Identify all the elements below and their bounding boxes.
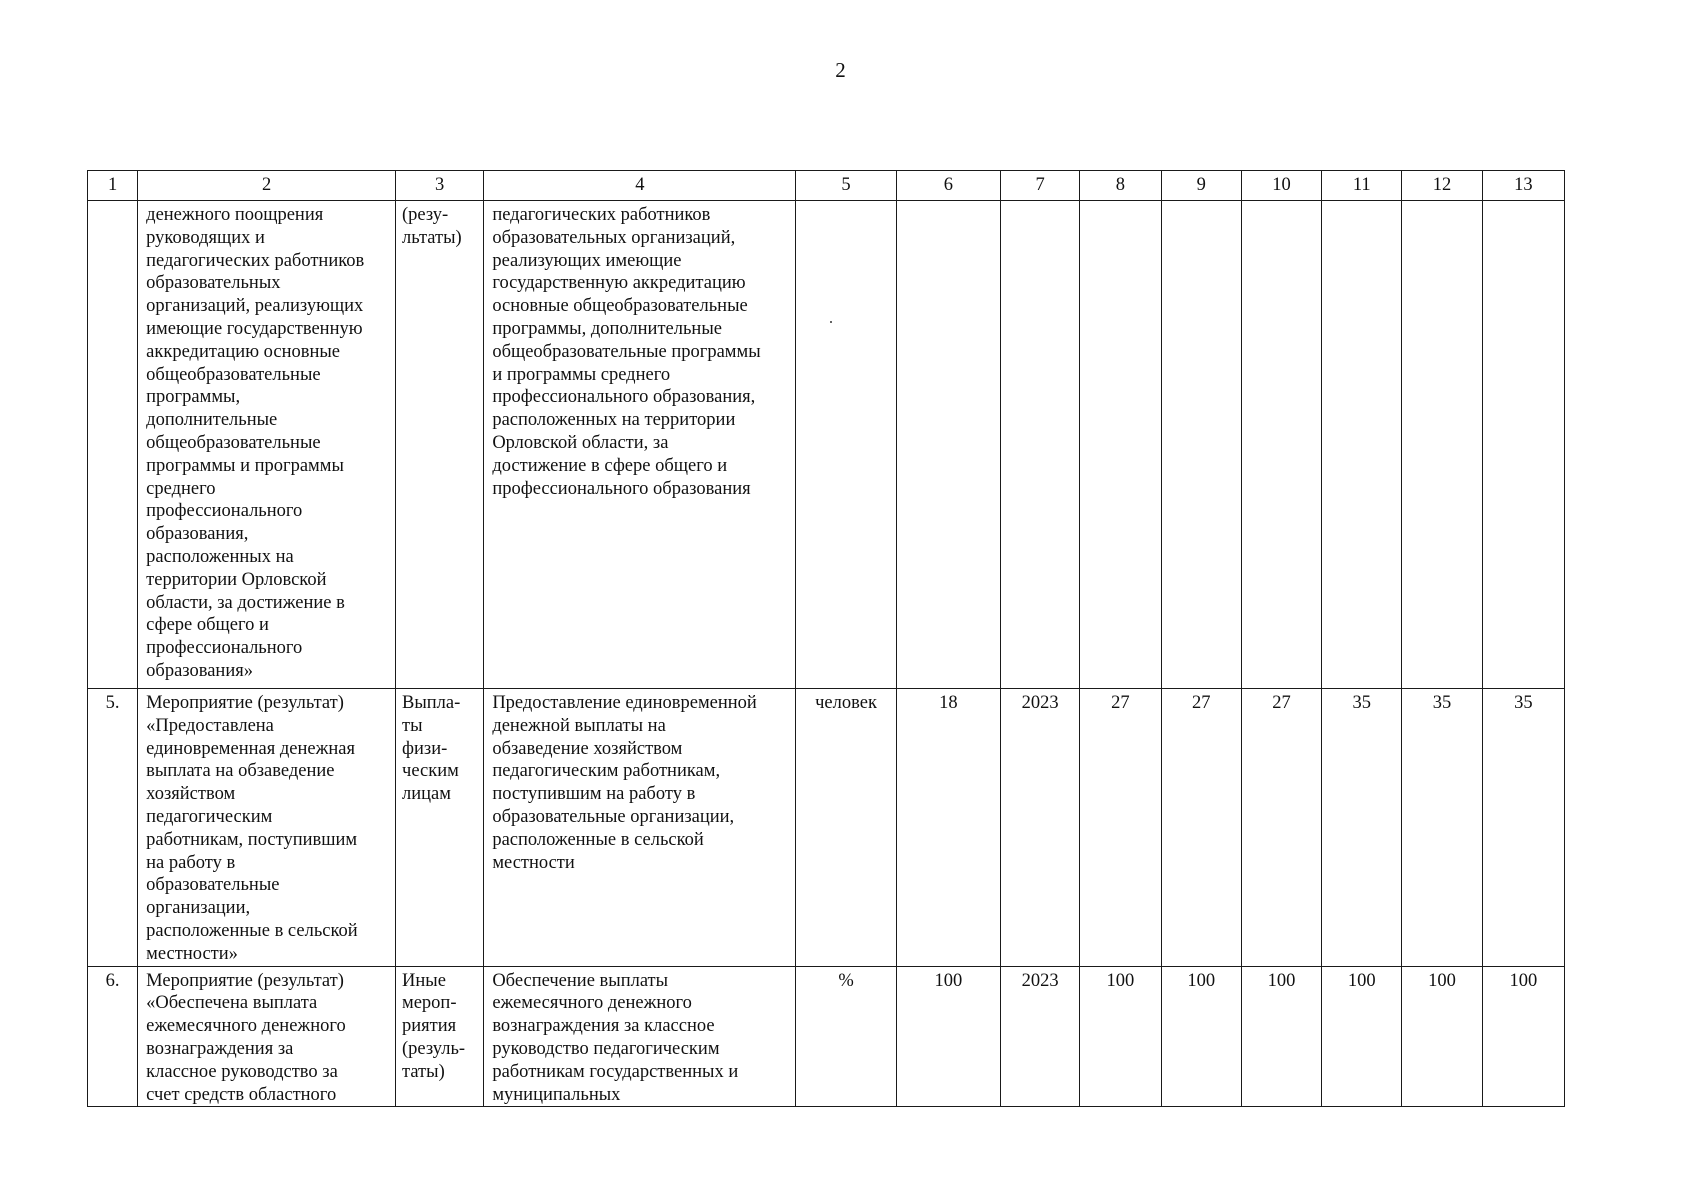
col-header-8: 8	[1080, 171, 1161, 201]
value-cell	[1322, 201, 1402, 689]
value-cell: 100	[1482, 966, 1564, 1107]
row-number: 6.	[88, 966, 138, 1107]
value-cell: 100	[1322, 966, 1402, 1107]
measures-table	[87, 170, 1565, 1107]
measure-name: Мероприятие (результат) «Предоставлена единовременная денежная выплата на обзаведение хозяйством педагогическим работникам, поступившим на работу в образовательные организации, расположенные в сельской местности»	[138, 689, 396, 967]
col-header-6: 6	[896, 171, 1000, 201]
measure-name: денежного поощрения руководящих и педагогических работников образовательных организаций, реализующих имеющие государственную аккредитацию основные общеобразовательные программы, дополнительные общеобразовательные программы и программы среднего профессионального образования, расположенных на территории Орловской области, за достижение в сфере общего и профессионального образования»	[138, 201, 396, 689]
value-cell	[1241, 201, 1321, 689]
value-cell: 100	[1080, 966, 1161, 1107]
value-cell	[1001, 201, 1080, 689]
col-header-9: 9	[1161, 171, 1241, 201]
measure-description: Предоставление единовременной денежной выплаты на обзаведение хозяйством педагогическим работникам, поступившим на работу в образовательные организации, расположенные в сельской местности	[484, 689, 796, 967]
value-cell: 100	[896, 966, 1000, 1107]
table-row-6	[88, 966, 1565, 1107]
value-cell	[1482, 201, 1564, 689]
value-cell: 2023	[1001, 966, 1080, 1107]
value-cell: 2023	[1001, 689, 1080, 967]
table-row-5	[88, 689, 1565, 967]
column-number-header-row	[88, 171, 1565, 201]
value-cell: 27	[1161, 689, 1241, 967]
col-header-11: 11	[1322, 171, 1402, 201]
col-header-4: 4	[484, 171, 796, 201]
table-row-continued	[88, 201, 1565, 689]
value-cell: 35	[1482, 689, 1564, 967]
value-cell	[1402, 201, 1482, 689]
col-header-10: 10	[1241, 171, 1321, 201]
value-cell: 35	[1402, 689, 1482, 967]
value-cell: 35	[1322, 689, 1402, 967]
col-header-5: 5	[796, 171, 896, 201]
col-header-2: 2	[138, 171, 396, 201]
col-header-7: 7	[1001, 171, 1080, 201]
value-cell: 27	[1080, 689, 1161, 967]
value-cell: 27	[1241, 689, 1321, 967]
value-cell	[1161, 201, 1241, 689]
row-number	[88, 201, 138, 689]
col-header-1: 1	[88, 171, 138, 201]
measure-description: педагогических работников образовательных организаций, реализующих имеющие государственную аккредитацию основные общеобразовательные программы, дополнительные общеобразовательные программы и программы среднего профессионального образования, расположенных на территории Орловской области, за достижение в сфере общего и профессионального образования	[484, 201, 796, 689]
unit-cell: человек	[796, 689, 896, 967]
page-number: 2	[835, 58, 846, 82]
col-header-3: 3	[396, 171, 484, 201]
row-number: 5.	[88, 689, 138, 967]
value-cell	[1080, 201, 1161, 689]
measure-name: Мероприятие (результат) «Обеспечена выплата ежемесячного денежного вознаграждения за классное руководство за счет средств областного	[138, 966, 396, 1107]
scan-speck	[830, 321, 832, 323]
value-cell: 100	[1241, 966, 1321, 1107]
measure-description: Обеспечение выплаты ежемесячного денежного вознаграждения за классное руководство педагогическим работникам государственных и муниципальных	[484, 966, 796, 1107]
value-cell: 18	[896, 689, 1000, 967]
col-header-13: 13	[1482, 171, 1564, 201]
unit-cell	[796, 201, 896, 689]
value-cell: 100	[1161, 966, 1241, 1107]
measure-type: (резу- льтаты)	[396, 201, 484, 689]
measure-type: Иные мероп- риятия (резуль- таты)	[396, 966, 484, 1107]
unit-cell: %	[796, 966, 896, 1107]
col-header-12: 12	[1402, 171, 1482, 201]
measure-type: Выпла- ты физи- ческим лицам	[396, 689, 484, 967]
value-cell: 100	[1402, 966, 1482, 1107]
value-cell	[896, 201, 1000, 689]
